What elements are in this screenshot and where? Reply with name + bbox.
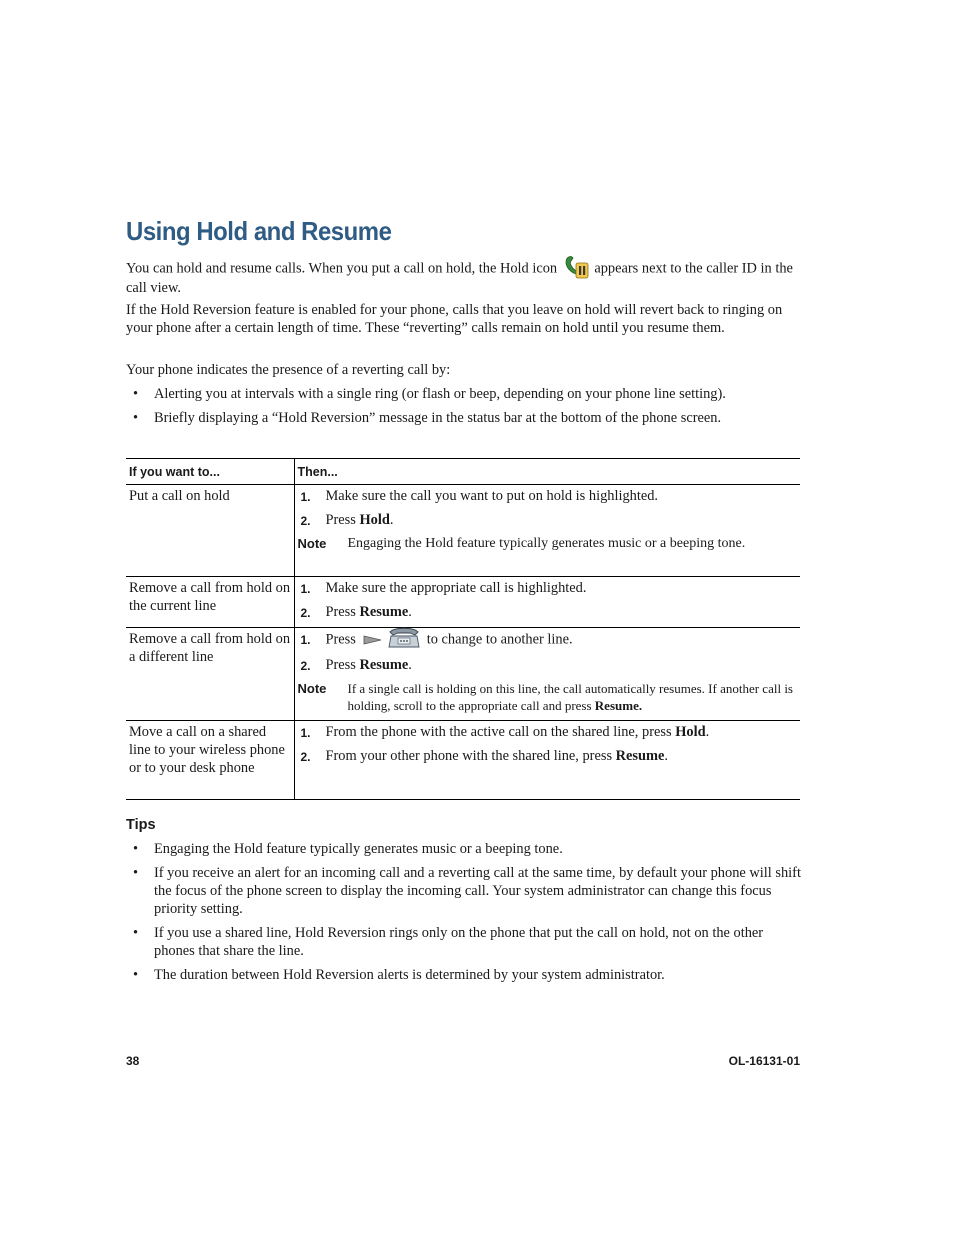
document-id: OL-16131-01 <box>728 1054 800 1068</box>
steps-cell <box>294 721 800 800</box>
table-row <box>126 628 800 721</box>
page-title: Using Hold and Resume <box>126 216 392 246</box>
task-cell: Remove a call from hold on a different line <box>126 628 294 721</box>
nav-arrow-icon <box>362 633 384 647</box>
page-number: 38 <box>126 1054 140 1068</box>
step: 2. From your other phone with the shared line, press Resume. <box>300 748 669 764</box>
step: 1. Press to change to another line. <box>298 630 798 650</box>
step: 1. Make sure the appropriate call is highlighted. <box>300 580 587 596</box>
step: 1. Make sure the call you want to put on hold is highlighted. <box>300 488 659 504</box>
step: 2. Press Hold. <box>300 512 394 528</box>
note: Note Engaging the Hold feature typically generates music or a beeping tone. <box>297 536 746 551</box>
tips-heading: Tips <box>126 817 156 833</box>
column-header: If you want to... <box>126 459 294 485</box>
steps-cell <box>294 628 800 721</box>
task-cell: Remove a call from hold on the current line <box>126 577 294 628</box>
step: 2. Press Resume. <box>300 657 412 673</box>
steps-cell <box>294 577 800 628</box>
intro-paragraph-1: You can hold and resume calls. When you put a call on hold, the Hold icon appears next to the caller ID in the call view. <box>126 259 802 297</box>
hold-icon <box>563 253 589 279</box>
hold-resume-table <box>126 458 800 800</box>
steps-cell <box>294 485 800 577</box>
intro-paragraph-2: If the Hold Reversion feature is enabled for your phone, calls that you leave on hold will revert back to ringing on your phone after a certain length of time. These “reverting” calls remain on hold until you resume them. <box>126 302 783 336</box>
column-header: Then... <box>294 459 800 485</box>
step: 1. From the phone with the active call on the shared line, press Hold. <box>300 724 710 740</box>
table-row <box>126 485 800 577</box>
intro-paragraph-3: Your phone indicates the presence of a reverting call by: <box>126 362 451 378</box>
table-row <box>126 721 800 800</box>
task-cell: Put a call on hold <box>126 485 294 577</box>
note: Note If a single call is holding on this line, the call automatically resumes. If another call is holding, scroll to the appropriate call and press Resume. <box>297 681 793 713</box>
task-cell: Move a call on a shared line to your wireless phone or to your desk phone <box>126 721 294 800</box>
table-header-row <box>126 459 800 485</box>
table-row <box>126 577 800 628</box>
step: 2. Press Resume. <box>300 604 412 620</box>
desk-phone-icon <box>387 626 421 650</box>
